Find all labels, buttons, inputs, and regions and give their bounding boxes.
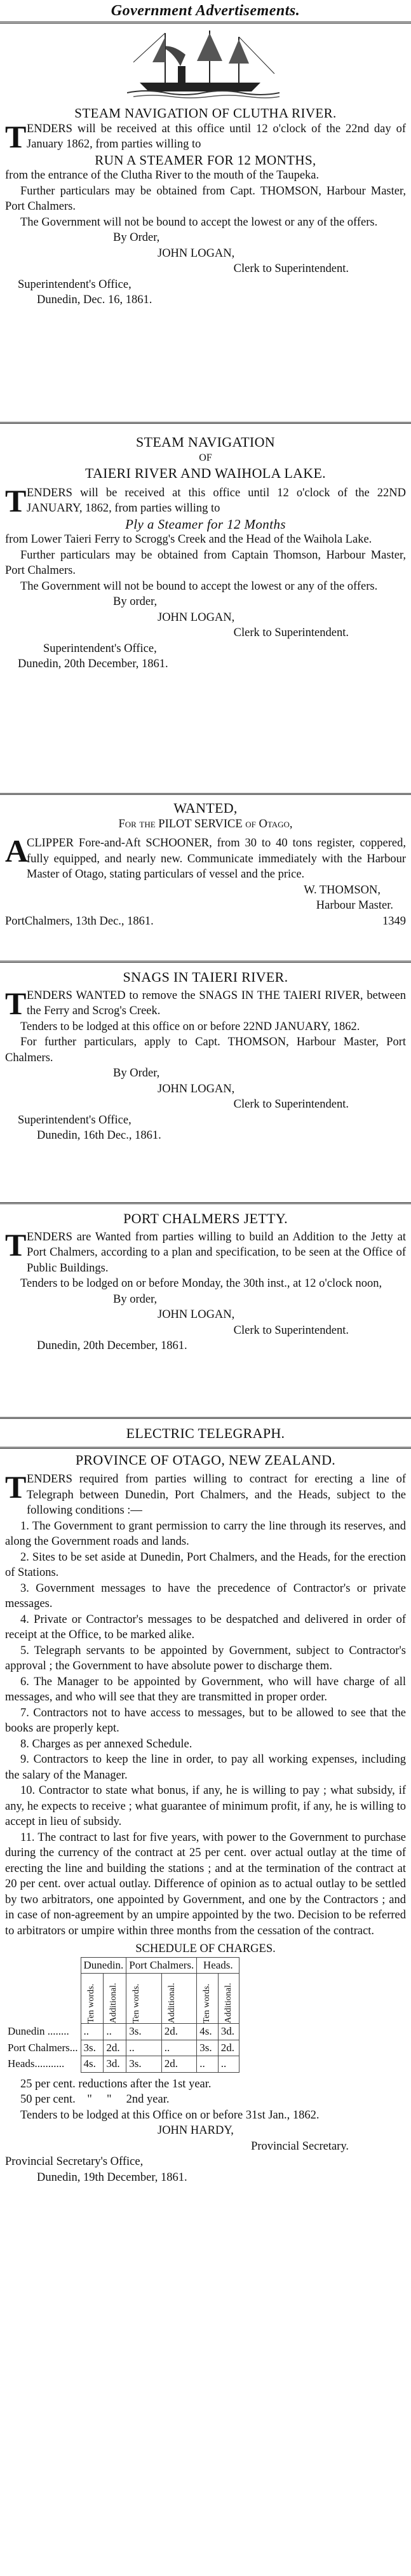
drop-cap: T: [5, 1226, 27, 1263]
signer-title: Harbour Master.: [316, 899, 393, 912]
ad-text: The Government will not be bound to accept the lowest or any of the offers.: [20, 580, 378, 593]
date: Dunedin, 16th Dec., 1861.: [37, 1129, 161, 1142]
condition-item: 1. The Government to grant permission to carry the line through its reserves, and along the Government roads and lands.: [5, 1519, 406, 1548]
signer: JOHN HARDY,: [158, 2124, 234, 2137]
signer: W. THOMSON,: [304, 883, 381, 897]
ad-body: [5, 985, 406, 1021]
section-title: Government Advertisements.: [111, 2, 300, 19]
condition-item: 8. Charges as per annexed Schedule.: [20, 1737, 192, 1751]
office: Superintendent's Office,: [43, 642, 157, 655]
signer: JOHN LOGAN,: [158, 1308, 235, 1321]
by-order: By order,: [113, 1292, 158, 1306]
condition-item: 2. Sites to be set aside at Dunedin, Port Chalmers, and the Heads, for the erection of Stations.: [5, 1550, 406, 1579]
signer-title: Clerk to Superintendent.: [233, 1098, 349, 1111]
reduction-note: 50 per cent. " " 2nd year.: [20, 2093, 170, 2106]
schedule-corner: [5, 1974, 81, 2024]
condition-item: 11. The contract to last for five years, with power to the Government to purchase during the currency of the contract at 25 per cent. over actual outlay at the time of erecting the line and building the stations ; and at the termination of the contract at 20 per cent. over actual outlay. Difference of opinion as to actual outlay to be settled by two arbitrators, one appointed by Government, and one by the Contractors ; and in case of non-agreement by an umpire appointed by the two. Decision to be referred to arbitrators or umpire within three months from the cessation of the contract.: [5, 1831, 406, 1937]
drop-cap: T: [5, 482, 27, 519]
ad-heading: WANTED,: [173, 800, 238, 816]
row-label: Heads...........: [8, 2057, 65, 2070]
schedule-subheader: Ten words.: [131, 1983, 142, 2023]
date: Dunedin, 20th December, 1861.: [37, 1339, 187, 1352]
drop-cap: A: [5, 833, 29, 869]
ad-text: ENDERS are Wanted from parties willing to build an Addition to the Jetty at Port Chalmers, according to a plan and specification, to be seen at the Office of Public Buildings.: [27, 1230, 406, 1275]
schedule-subheader: Ten words.: [86, 1983, 96, 2023]
ad-text: For further particulars, apply to Capt. THOMSON, Harbour Master, Port Chalmers.: [5, 1036, 406, 1064]
ad-body: [5, 482, 406, 519]
condition-item: 10. Contractor to state what bonus, if any, he is willing to pay ; what subsidy, if any, he expects to receive ; what guarantee of minimum profit, if any, he is willing to accept in lieu of subsidy.: [5, 1784, 406, 1828]
cell: 2d.: [161, 2024, 197, 2040]
schedule-col-header: Dunedin.: [81, 1957, 126, 1974]
schedule-title: SCHEDULE OF CHARGES.: [135, 1942, 276, 1955]
cell: ..: [81, 2024, 104, 2040]
ad-heading: PORT CHALMERS JETTY.: [123, 1210, 288, 1226]
table-row: [5, 2024, 239, 2040]
cell: 3s.: [81, 2040, 104, 2056]
divider: [0, 1417, 411, 1419]
cell: 3s.: [126, 2024, 162, 2040]
ad-body: [5, 833, 406, 883]
ad-text: from the entrance of the Clutha River to the mouth of the Taupeka.: [5, 169, 320, 182]
reduction-note: 25 per cent. reductions after the 1st year.: [20, 2077, 212, 2091]
signer: JOHN LOGAN,: [158, 1082, 235, 1095]
row-label: Port Chalmers...: [8, 2041, 78, 2054]
ad-wanted: [5, 801, 406, 929]
signer: JOHN LOGAN,: [158, 247, 235, 260]
ad-emphasis: Ply a Steamer for 12 Months: [125, 516, 286, 532]
condition-item: 7. Contractors not to have access to messages, but to be allowed to see that the books are properly kept.: [5, 1706, 406, 1735]
divider: [0, 1202, 411, 1204]
divider: [0, 1447, 411, 1449]
ad-text: ENDERS required from parties willing to contract for erecting a line of Telegraph between Dunedin, Port Chalmers, and the Heads, subject to the following conditions :—: [27, 1473, 406, 1517]
by-order: By Order,: [113, 1067, 160, 1080]
cell: ..: [126, 2040, 162, 2056]
ad-body: [5, 1226, 406, 1277]
by-order: By order,: [113, 595, 158, 608]
ad-text: Tenders to be lodged at this Office on or before 31st Jan., 1862.: [20, 2108, 320, 2122]
cell: 2d.: [161, 2056, 197, 2073]
cell: 3d.: [218, 2024, 239, 2040]
ad-emphasis: RUN A STEAMER FOR 12 MONTHS,: [95, 152, 316, 168]
cell: 3d.: [104, 2056, 126, 2073]
cell: ..: [218, 2056, 239, 2073]
signer-title: Clerk to Superintendent.: [233, 1324, 349, 1337]
ad-text: CLIPPER Fore-and-Aft SCHOONER, from 30 to 40 tons register, coppered, fully equipped, and nearly new. Communicate immediately with the Harbour Master of Otago, stating particulars of vessel and the price.: [27, 837, 406, 881]
row-label: Dunedin ........: [8, 2025, 69, 2037]
signer-title: Clerk to Superintendent.: [233, 627, 349, 639]
date: Dunedin, Dec. 16, 1861.: [37, 294, 152, 306]
cell: 2d.: [218, 2040, 239, 2056]
ad-text: Further particulars may be obtained from Captain Thomson, Harbour Master, Port Chalmers.: [5, 548, 406, 577]
ad-text: from Lower Taieri Ferry to Scrogg's Creek and the Head of the Waihola Lake.: [5, 533, 372, 546]
schedule-corner: [5, 1957, 81, 1974]
cell: 4s.: [197, 2024, 219, 2040]
office: Provincial Secretary's Office,: [5, 2155, 144, 2168]
ad-subheading: PROVINCE OF OTAGO, NEW ZEALAND.: [75, 1451, 336, 1468]
schedule-subheader: Additional.: [109, 1983, 119, 2023]
cell: ..: [104, 2024, 126, 2040]
ad-jetty: [5, 1211, 406, 1354]
schedule-subheader: Additional.: [223, 1983, 233, 2023]
ad-text: Tenders to be lodged on or before Monday, the 30th inst., at 12 o'clock noon,: [20, 1277, 382, 1290]
ad-heading: ELECTRIC TELEGRAPH.: [126, 1425, 285, 1441]
schedule-subheader: Additional.: [166, 1983, 177, 2023]
drop-cap: T: [5, 1469, 27, 1505]
ad-body: [5, 1469, 406, 1519]
schedule-col-header: Port Chalmers.: [126, 1957, 197, 1974]
ad-heading: STEAM NAVIGATION: [136, 434, 275, 450]
ad-clutha: [5, 105, 406, 308]
date: Dunedin, 19th December, 1861.: [37, 2171, 187, 2184]
signer-title: Provincial Secretary.: [251, 2139, 349, 2153]
schedule-subheader: Ten words.: [202, 1983, 212, 2023]
date: PortChalmers, 13th Dec., 1861.: [5, 914, 154, 928]
ad-text: ENDERS WANTED to remove the SNAGS IN THE TAIERI RIVER, between the Ferry and Scrog's Creek.: [27, 989, 406, 1017]
ad-text: ENDERS will be received at this office until 12 o'clock of the 22nd day of January 1862, from parties willing to: [27, 122, 406, 151]
cell: ..: [161, 2040, 197, 2056]
cell: 2d.: [104, 2040, 126, 2056]
condition-item: 9. Contractors to keep the line in order, to pay all working expenses, including the salary of the Manager.: [5, 1753, 406, 1782]
date: Dunedin, 20th December, 1861.: [18, 658, 168, 670]
schedule-col-header: Heads.: [197, 1957, 239, 1974]
divider: [0, 793, 411, 795]
ad-body: [5, 118, 406, 154]
drop-cap: T: [5, 985, 27, 1021]
signer-title: Clerk to Superintendent.: [233, 262, 349, 275]
ad-text: Tenders to be lodged at this office on or before 22ND JANUARY, 1862.: [20, 1020, 360, 1033]
condition-item: 6. The Manager to be appointed by Government, who will have charge of all messages, and who will see that they are transmitted in proper order.: [5, 1675, 406, 1704]
office: Superintendent's Office,: [18, 1113, 131, 1127]
ad-heading: TAIERI RIVER AND WAIHOLA LAKE.: [85, 465, 326, 481]
cell: 4s.: [81, 2056, 104, 2073]
section-header: [0, 0, 411, 24]
ad-taieri: [5, 435, 406, 672]
steamer-ship-illustration: [127, 24, 280, 100]
ad-heading: STEAM NAVIGATION OF CLUTHA RIVER.: [74, 105, 337, 121]
cell: 3s.: [126, 2056, 162, 2073]
signer: JOHN LOGAN,: [158, 611, 235, 624]
schedule-table: [5, 1957, 239, 2073]
date-row: [5, 914, 406, 930]
ad-text: ENDERS will be received at this office until 12 o'clock of the 22ND JANUARY, 1862, from parties willing to: [27, 486, 406, 515]
ad-telegraph: [5, 1426, 406, 2185]
condition-item: 4. Private or Contractor's messages to be despatched and delivered in order of receipt at the Office, to be marked alike.: [5, 1613, 406, 1641]
ad-heading-of: OF: [199, 452, 212, 463]
ad-number: 1349: [382, 914, 406, 928]
table-row: [5, 2056, 239, 2073]
cell: 3s.: [197, 2040, 219, 2056]
ad-heading: SNAGS IN TAIERI RIVER.: [123, 969, 288, 985]
drop-cap: T: [5, 118, 27, 154]
by-order: By Order,: [113, 231, 160, 244]
condition-item: 3. Government messages to have the precedence of Contractor's or private messages.: [5, 1582, 406, 1610]
condition-item: 5. Telegraph servants to be appointed by Government, subject to Contractor's approval ; the Government to have absolute power to discharge them.: [5, 1644, 406, 1672]
cell: ..: [197, 2056, 219, 2073]
table-row: [5, 2040, 239, 2056]
divider: [0, 422, 411, 424]
ad-text: The Government will not be bound to accept the lowest or any of the offers.: [20, 215, 378, 229]
divider: [0, 961, 411, 963]
ad-text: Further particulars may be obtained from Capt. THOMSON, Harbour Master, Port Chalmers.: [5, 184, 406, 213]
ad-snags: [5, 970, 406, 1144]
office: Superintendent's Office,: [18, 278, 131, 291]
ad-subheading: For the PILOT SERVICE of Otago,: [118, 817, 293, 830]
